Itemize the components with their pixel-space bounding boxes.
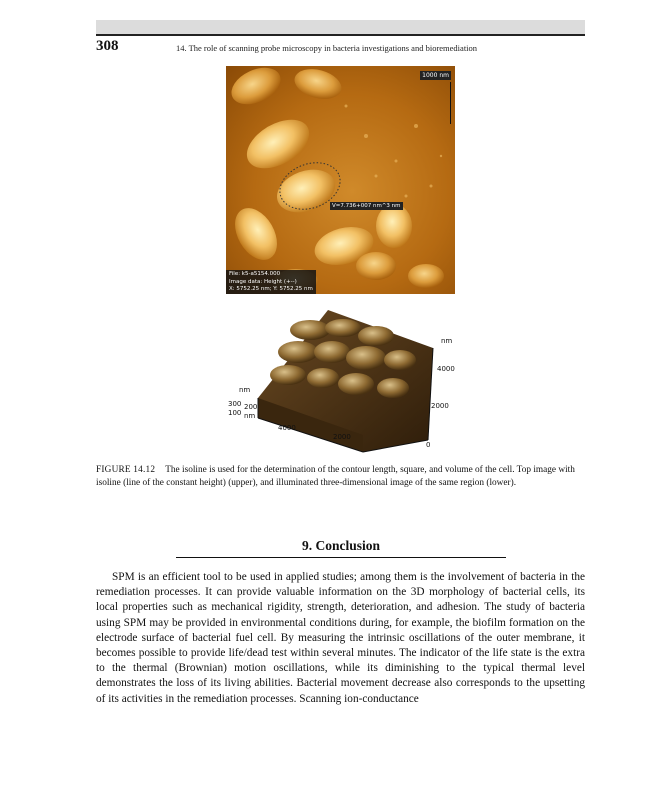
bacterium-cell	[408, 264, 444, 288]
bacterium-cell	[226, 201, 285, 267]
conclusion-paragraph: SPM is an efficient tool to be used in applied studies; among them is the involvement of bacteria in the remediation processes. It can provide valuable information on the 3D morphology of bacterial cells, its local properties such as mechanical rigidity, strength, deterioration, and adhesion. The study of bacteria using SPM may be provided in environmental conditions during, for example, the biofilm formation on the electrode surface of bacterial fuel cell. By measuring the intrinsic oscillations of the outer membrane, it becomes possible to provide life/dead test within several minutes. The indicator of the life state is the extra to the thermal (Brownian) motion oscillations, while its diminishing to the typical thermal level demonstrates the loss of its living abilities. Bacterial movement decrease also corresponds to the upsetting of its activities in the remediation processes. Scanning ion-conductance	[96, 571, 585, 705]
axis-front-tick-4000: 4000	[278, 424, 296, 432]
axis-z-tick-100: 100	[228, 409, 242, 417]
scale-bar-label: 1000 nm	[422, 72, 449, 79]
header-rule	[96, 20, 585, 36]
bacterium-cell	[356, 252, 396, 280]
info-line-size: X: 5752.25 nm; Y: 5752.25 nm	[229, 286, 313, 292]
axis-right-unit: nm	[441, 337, 453, 345]
page-number: 308	[96, 38, 119, 54]
bacteria-height-map	[226, 66, 455, 294]
axis-right-tick-2000: 2000	[431, 402, 449, 410]
axis-z-tick-200: 200	[244, 403, 258, 411]
info-line-file: File: k5-a5154.000	[229, 271, 281, 277]
afm-height-image	[226, 66, 455, 294]
caption-text: The isoline is used for the determination of the contour length, square, and volume of the cell. Top image with isoline (line of the constant height) (upper), and illuminated three-dimensional image of the same region (lower).	[96, 465, 575, 488]
axis-z-tick-300: 300	[228, 400, 242, 408]
isoline-volume-label: V=7.736+007 nm^3 nm	[332, 203, 401, 209]
bacterium-cell	[291, 66, 345, 104]
axis-z-unit: nm	[244, 412, 256, 420]
running-head: 14. The role of scanning probe microscopy in bacteria investigations and bioremediation	[176, 43, 478, 53]
info-line-data: Image data: Height (+--)	[229, 278, 297, 285]
figure-caption	[96, 464, 585, 489]
bacterium-cell	[239, 110, 318, 179]
figure-label: FIGURE 14.12	[96, 465, 156, 475]
axis-right-tick-0: 0	[426, 441, 431, 449]
axis-front-tick-2000: 2000	[333, 433, 351, 441]
bacterium-cell	[226, 66, 286, 111]
afm-3d-image	[228, 300, 464, 460]
axis-right-tick-4000: 4000	[437, 365, 455, 373]
bacterium-cell	[271, 162, 341, 220]
section-heading: 9. Conclusion	[176, 538, 506, 558]
image-info-box	[226, 270, 316, 294]
scale-bar	[450, 82, 451, 124]
axis-left-unit: nm	[239, 386, 251, 394]
small-particles	[345, 105, 443, 208]
bacterium-cell	[376, 204, 412, 248]
